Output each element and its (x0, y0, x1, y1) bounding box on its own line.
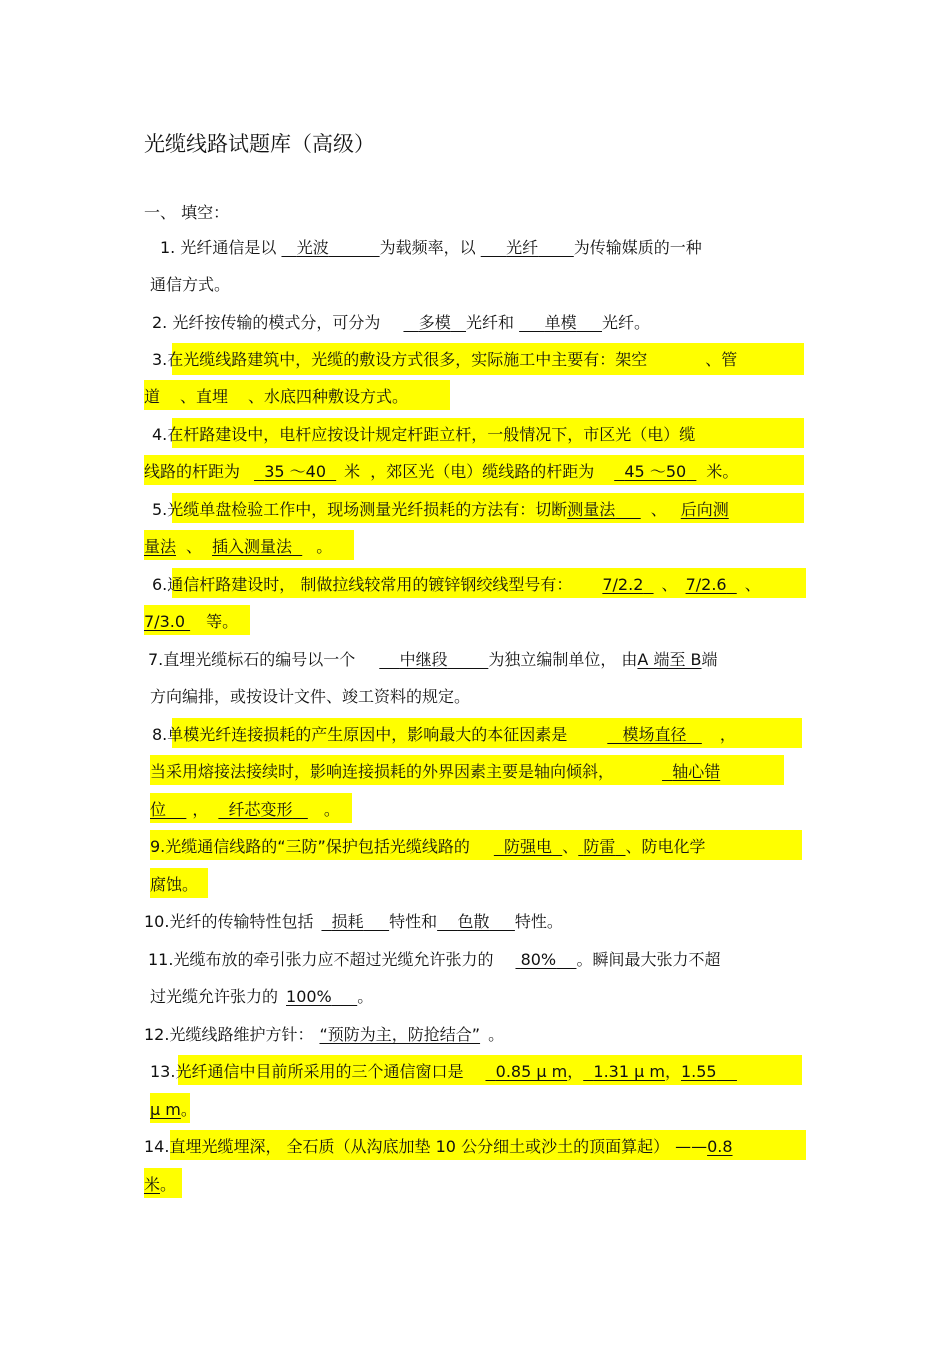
answer-blank: 45 ～50 (624, 462, 687, 481)
question-text: 米 (344, 462, 361, 481)
question-text: 在光缆线路建筑中，光缆的敷设方式很多，实际施工中主要有：架空 (167, 350, 648, 369)
question-text: 光缆线路维护方针： (169, 1025, 314, 1044)
answer-blank: 100% (286, 987, 332, 1006)
question-8-line-1 (152, 724, 736, 746)
answer-blank: 防强电 (504, 837, 553, 856)
question-13-line-2 (150, 1099, 197, 1121)
answer-blank: 多模 (418, 313, 451, 332)
question-text: 光纤按传输的模式分，可分为 (172, 313, 381, 332)
question-text: ， (719, 725, 736, 744)
question-text: 。 (488, 1025, 505, 1044)
answer-blank: 插入测量法 (212, 537, 293, 556)
question-text: ， (567, 1062, 584, 1081)
page-title: 光缆线路试题库（高级） (144, 132, 375, 156)
answer-blank: A 端至 B (637, 650, 702, 669)
question-8-line-3 (150, 799, 340, 821)
question-text: 特性。 (514, 912, 563, 931)
question-text: 道 (144, 387, 161, 406)
question-2-line-1 (152, 312, 650, 334)
question-text: ， (192, 800, 209, 819)
question-5-line-2 (144, 536, 332, 558)
question-text: 方向编排，或按设计文件、竣工资料的规定。 (150, 687, 471, 706)
question-number: 3. (152, 350, 168, 369)
answer-blank: μ m (150, 1100, 181, 1119)
question-number: 10. (144, 912, 170, 931)
answer-blank: 7/2.6 (685, 575, 727, 594)
question-4-line-2 (144, 461, 738, 483)
answer-blank: 35 ～40 (264, 462, 326, 481)
question-text: —— (675, 1137, 708, 1156)
question-7-line-1 (148, 649, 718, 671)
question-text: 单模光纤连接损耗的产生原因中，影响最大的本征因素是 (167, 725, 568, 744)
question-text: 光纤通信是以 (180, 238, 277, 257)
section-heading: 一、 填空： (144, 203, 230, 222)
answer-blank: 测量法 (567, 500, 616, 519)
question-13-line-1 (150, 1061, 737, 1083)
question-text: 、 (562, 837, 579, 856)
question-1-line-1 (160, 237, 702, 259)
question-3-line-2 (144, 386, 408, 408)
question-5-line-1 (152, 499, 729, 521)
answer-blank: “预防为主，防抢结合” (319, 1025, 481, 1044)
question-text: 为载频率，以 (379, 238, 476, 257)
question-text: 直埋光缆标石的编号以一个 (163, 650, 356, 669)
answer-blank: 中继段 (399, 650, 448, 669)
answer-blank: 量法 (144, 537, 177, 556)
question-text: 当采用熔接法接续时，影响连接损耗的外界因素主要是轴向倾斜， (150, 762, 615, 781)
question-text: 。 (316, 537, 333, 556)
question-text: 腐蚀。 (150, 875, 199, 894)
question-text: 。瞬间最大张力不超 (576, 950, 721, 969)
question-text: 为传输媒质的一种 (573, 238, 702, 257)
answer-blank: 光纤 (506, 238, 539, 257)
question-text: 为独立编制单位， 由 (488, 650, 638, 669)
answer-blank: 0.85 μ m (495, 1062, 568, 1081)
question-text: 。 (160, 1175, 177, 1194)
question-text: 、 (186, 537, 203, 556)
question-text: 端 (701, 650, 718, 669)
question-text: 、防电化学 (625, 837, 706, 856)
answer-blank: 模场直径 (622, 725, 687, 744)
question-text: ，郊区光（电）缆线路的杆距为 (370, 462, 595, 481)
question-number: 6. (152, 575, 168, 594)
question-text: 光缆单盘检验工作中，现场测量光纤损耗的方法有：切断 (167, 500, 568, 519)
question-number: 12. (144, 1025, 170, 1044)
question-text: 、水底四种敷设方式。 (248, 387, 409, 406)
question-text: 光缆通信线路的“三防”保护包括光缆线路的 (165, 837, 470, 856)
question-text: 直埋光缆埋深， 全石质（从沟底加垫 10 公分细土或沙土的顶面算起） (169, 1137, 670, 1156)
answer-blank: 7/2.2 (602, 575, 644, 594)
answer-blank: 单模 (544, 313, 577, 332)
question-14-line-2 (144, 1174, 176, 1196)
question-text: 光纤的传输特性包括 (169, 912, 314, 931)
question-text: 线路的杆距为 (144, 462, 241, 481)
answer-blank: 位 (150, 800, 167, 819)
question-1-line-2 (150, 274, 230, 296)
answer-blank: 损耗 (331, 912, 364, 931)
question-number: 13. (150, 1062, 176, 1081)
question-text: 米。 (706, 462, 739, 481)
question-text: 在杆路建设中，电杆应按设计规定杆距立杆，一般情况下，市区光（电）缆 (167, 425, 696, 444)
question-8-line-2 (150, 761, 720, 783)
question-text: ， (664, 1062, 681, 1081)
question-14-line-1 (144, 1136, 733, 1158)
question-number: 2. (152, 313, 168, 332)
question-number: 4. (152, 425, 168, 444)
answer-blank: 轴心错 (672, 762, 721, 781)
question-9-line-1 (150, 836, 706, 858)
answer-blank: 纤芯变形 (228, 800, 293, 819)
answer-blank: 光波 (296, 238, 329, 257)
question-text: 等。 (206, 612, 239, 631)
question-9-line-2 (150, 874, 198, 896)
answer-blank: 1.31 μ m (593, 1062, 665, 1081)
question-text: 。 (357, 987, 374, 1006)
question-6-line-1 (152, 574, 761, 596)
question-text: 通信方式。 (150, 275, 231, 294)
question-3-line-1 (152, 349, 737, 371)
question-text: 光纤通信中目前所采用的三个通信窗口是 (175, 1062, 464, 1081)
question-12-line-1 (144, 1024, 504, 1046)
question-text: 光纤和 (466, 313, 515, 332)
answer-blank: 后向测 (680, 500, 729, 519)
question-10-line-1 (144, 911, 563, 933)
question-text: 、 (650, 500, 667, 519)
question-number: 5. (152, 500, 168, 519)
question-number: 8. (152, 725, 168, 744)
question-number: 9. (150, 837, 166, 856)
answer-blank: 色散 (457, 912, 490, 931)
question-7-line-2 (150, 686, 470, 708)
question-11-line-2 (150, 986, 373, 1008)
answer-blank: 0.8 (707, 1137, 733, 1156)
question-text: 过光缆允许张力的 (150, 987, 279, 1006)
question-11-line-1 (148, 949, 720, 971)
question-text: 、 (661, 575, 678, 594)
answer-blank: 7/3.0 (144, 612, 186, 631)
question-text: 通信杆路建设时， 制做拉线较常用的镀锌钢绞线型号有： (167, 575, 573, 594)
answer-blank: 80% (520, 950, 557, 969)
question-text: 、直埋 (180, 387, 229, 406)
question-number: 14. (144, 1137, 170, 1156)
answer-blank: 1.55 (680, 1062, 717, 1081)
question-number: 7. (148, 650, 164, 669)
question-text: 光纤。 (602, 313, 651, 332)
question-text: 。 (323, 800, 340, 819)
question-text: 。 (180, 1100, 197, 1119)
question-text: 特性和 (389, 912, 438, 931)
answer-blank: 米 (144, 1175, 161, 1194)
question-6-line-2 (144, 611, 238, 633)
question-text: 、管 (705, 350, 738, 369)
question-4-line-1 (152, 424, 695, 446)
answer-blank: 防雷 (583, 837, 616, 856)
question-number: 11. (148, 950, 174, 969)
question-text: 、 (744, 575, 761, 594)
question-text: 光缆布放的牵引张力应不超过光缆允许张力的 (173, 950, 494, 969)
question-number: 1. (160, 238, 176, 257)
